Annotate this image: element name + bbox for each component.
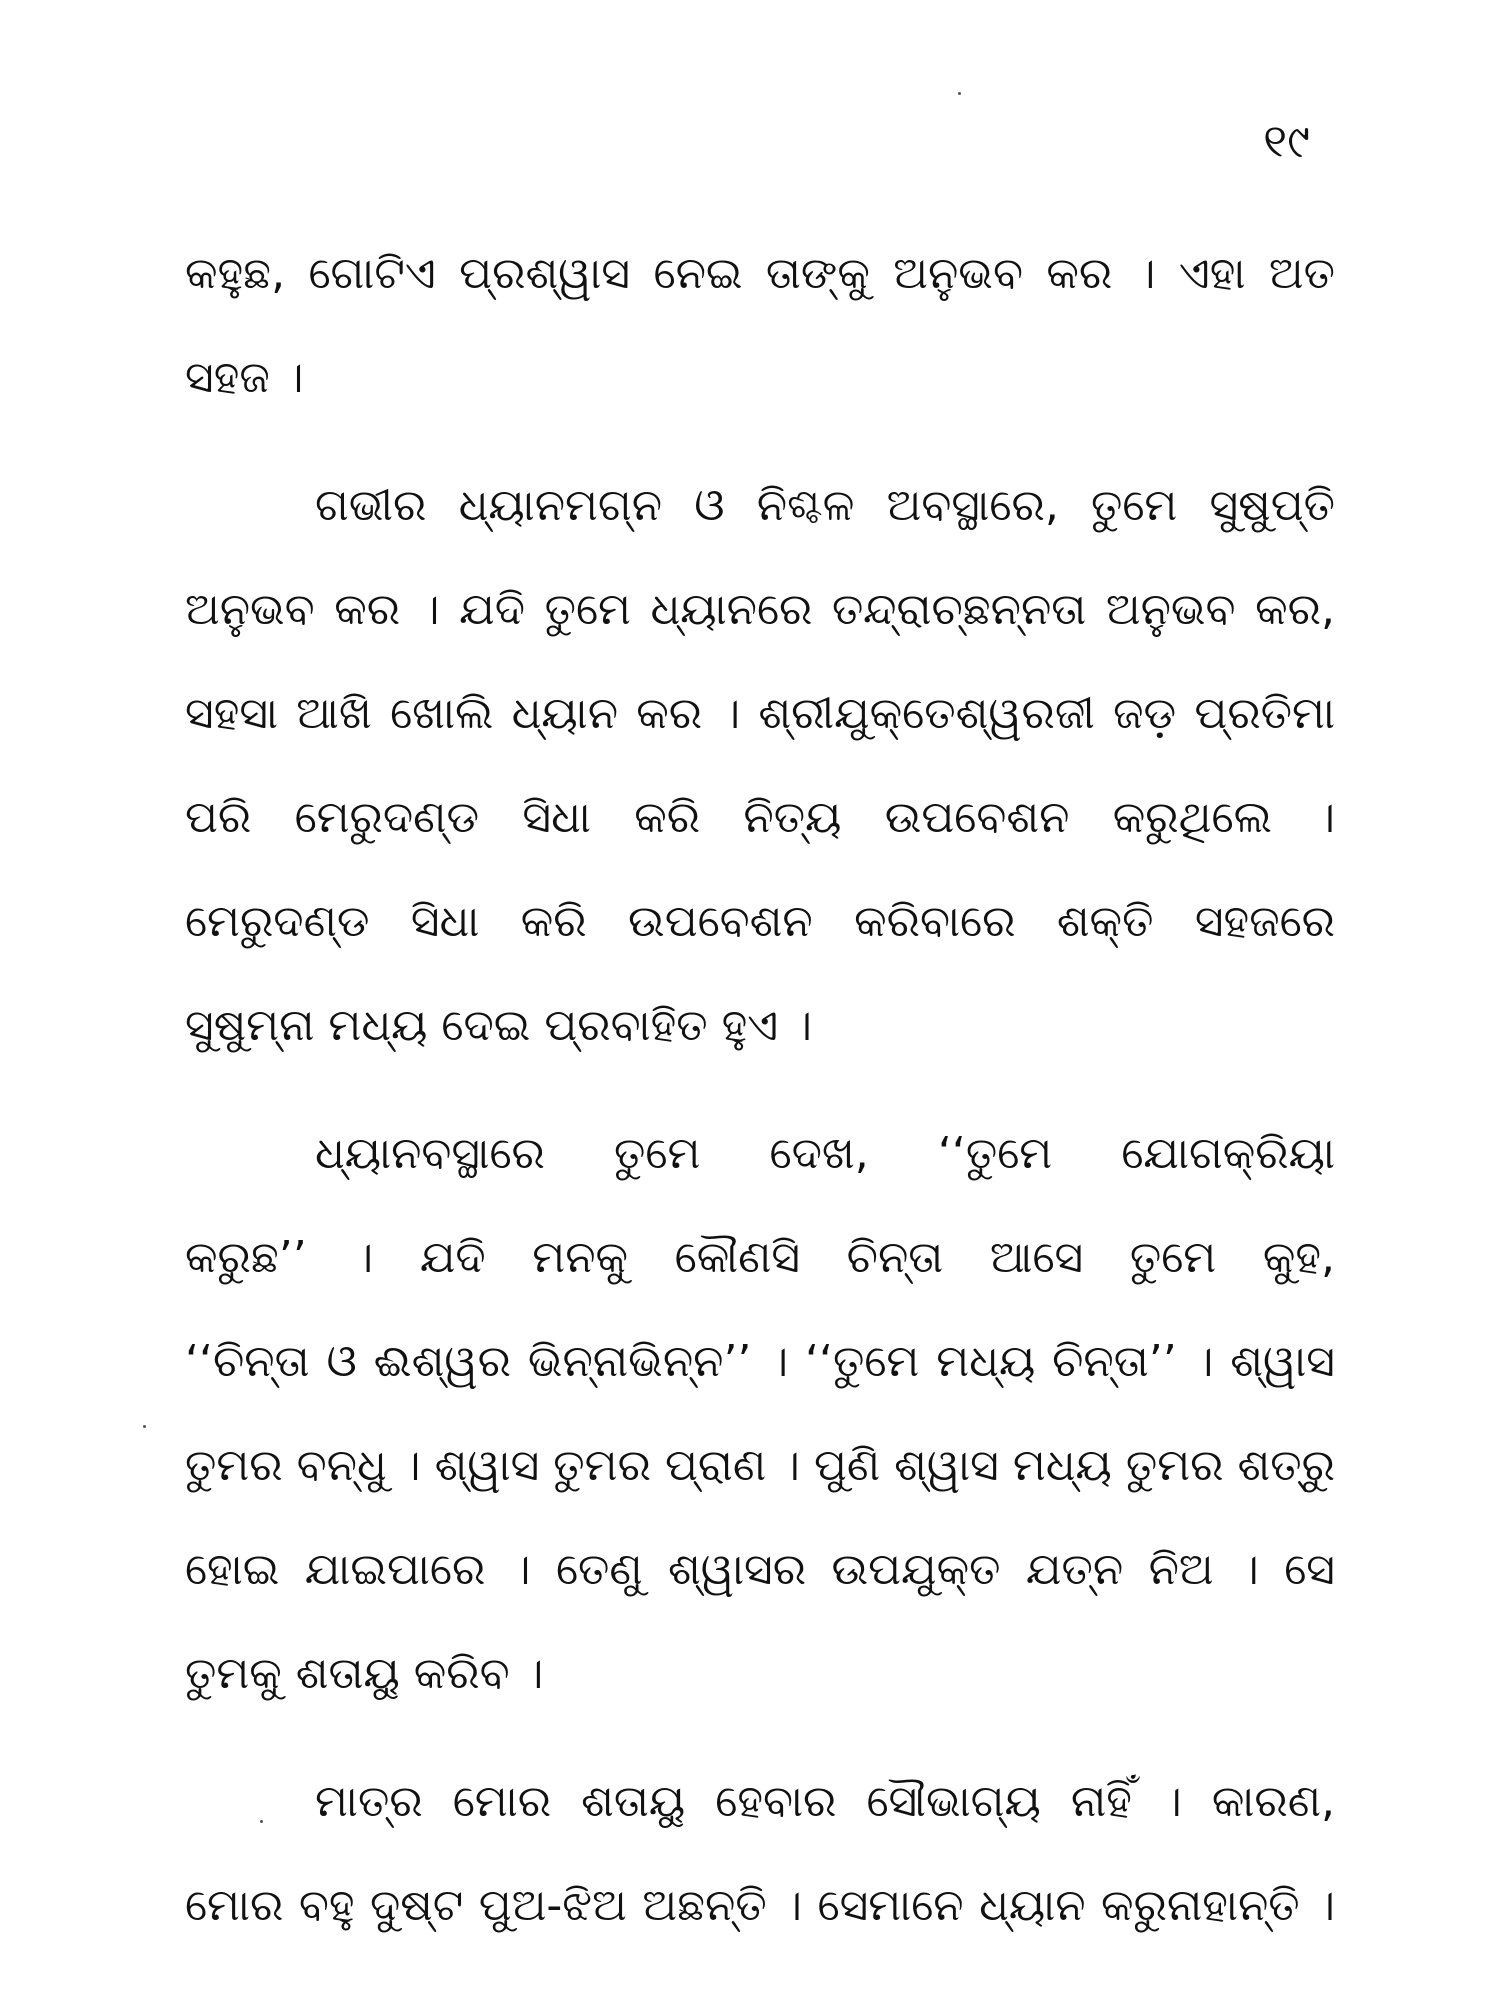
text-line: ‘‘ଚିନ୍ତା ଓ ଈଶ୍ୱର ଭିନ୍ନାଭିନ୍ନ’’ । ‘‘ତୁମେ ମଧ୍ୟ ଚିନ୍ତା’’ । ଶ୍ୱାସ bbox=[185, 1336, 1335, 1387]
print-speck bbox=[260, 1820, 263, 1823]
page-number: ୧୯ bbox=[1263, 114, 1310, 168]
paragraph-4 bbox=[185, 1750, 1335, 1958]
text-line: ହୋଇ ଯାଇପାରେ । ତେଣୁ ଶ୍ୱାସର ଉପଯୁକ୍ତ ଯତ୍ନ ନିଅ । ସେ bbox=[185, 1544, 1335, 1595]
print-speck bbox=[143, 1425, 146, 1428]
text-line: ଧ୍ୟାନବସ୍ଥାରେ ତୁମେ ଦେଖ, ‘‘ତୁମେ ଯୋଗକ୍ରିୟା bbox=[315, 1128, 1335, 1179]
text-line: ମୋର ବହୁ ଦୁଷ୍ଟ ପୁଅ-ଝିଅ ଅଛନ୍ତି । ସେମାନେ ଧ୍ୟାନ କରୁନାହାନ୍ତି । bbox=[185, 1880, 1335, 1931]
print-speck bbox=[958, 92, 961, 95]
body-text bbox=[185, 222, 1335, 1958]
paragraph-3 bbox=[185, 1102, 1335, 1726]
text-line: କହୁଛ, ଗୋଟିଏ ପ୍ରଶ୍ୱାସ ନେଇ ତାଙ୍କୁ ଅନୁଭବ କର । ଏହା ଅତ bbox=[185, 248, 1335, 299]
text-line: ଗଭୀର ଧ୍ୟାନମଗ୍ନ ଓ ନିଶ୍ଚଳ ଅବସ୍ଥାରେ, ତୁମେ ସୁଷୁପ୍ତି bbox=[315, 480, 1335, 531]
text-line: ସୁଷୁମ୍ନା ମଧ୍ୟ ଦେଇ ପ୍ରବାହିତ ହୁଏ । bbox=[185, 1000, 813, 1051]
text-line: ତୁମର ବନ୍ଧୁ । ଶ୍ୱାସ ତୁମର ପ୍ରାଣ । ପୁଣି ଶ୍ୱାସ ମଧ୍ୟ ତୁମର ଶତ୍ରୁ bbox=[185, 1440, 1335, 1491]
text-line: ସହଜ । bbox=[185, 352, 304, 403]
text-line: ମେରୁଦଣ୍ଡ ସିଧା କରି ଉପବେଶନ କରିବାରେ ଶକ୍ତି ସହଜରେ bbox=[185, 896, 1335, 947]
paragraph-2 bbox=[185, 454, 1335, 1078]
text-line: ସହସା ଆଖି ଖୋଲି ଧ୍ୟାନ କର । ଶ୍ରୀଯୁକ୍ତେଶ୍ୱରଜୀ ଜଡ଼ ପ୍ରତିମା bbox=[185, 688, 1335, 739]
text-line: ତୁମକୁ ଶତାୟୁ କରିବ । bbox=[185, 1648, 544, 1699]
text-line: ପରି ମେରୁଦଣ୍ଡ ସିଧା କରି ନିତ୍ୟ ଉପବେଶନ କରୁଥିଲେ । bbox=[185, 792, 1335, 843]
text-line: କରୁଛ’’ । ଯଦି ମନକୁ କୌଣସି ଚିନ୍ତା ଆସେ ତୁମେ କୁହ, bbox=[185, 1232, 1335, 1283]
text-line: ଅନୁଭବ କର । ଯଦି ତୁମେ ଧ୍ୟାନରେ ତନ୍ଦ୍ରାଚ୍ଛନ୍ନତା ଅନୁଭବ କର, bbox=[185, 584, 1335, 635]
text-line: ମାତ୍ର ମୋର ଶତାୟୁ ହେବାର ସୌଭାଗ୍ୟ ନାହିଁ । କାରଣ, bbox=[315, 1776, 1335, 1827]
paragraph-1 bbox=[185, 222, 1335, 430]
